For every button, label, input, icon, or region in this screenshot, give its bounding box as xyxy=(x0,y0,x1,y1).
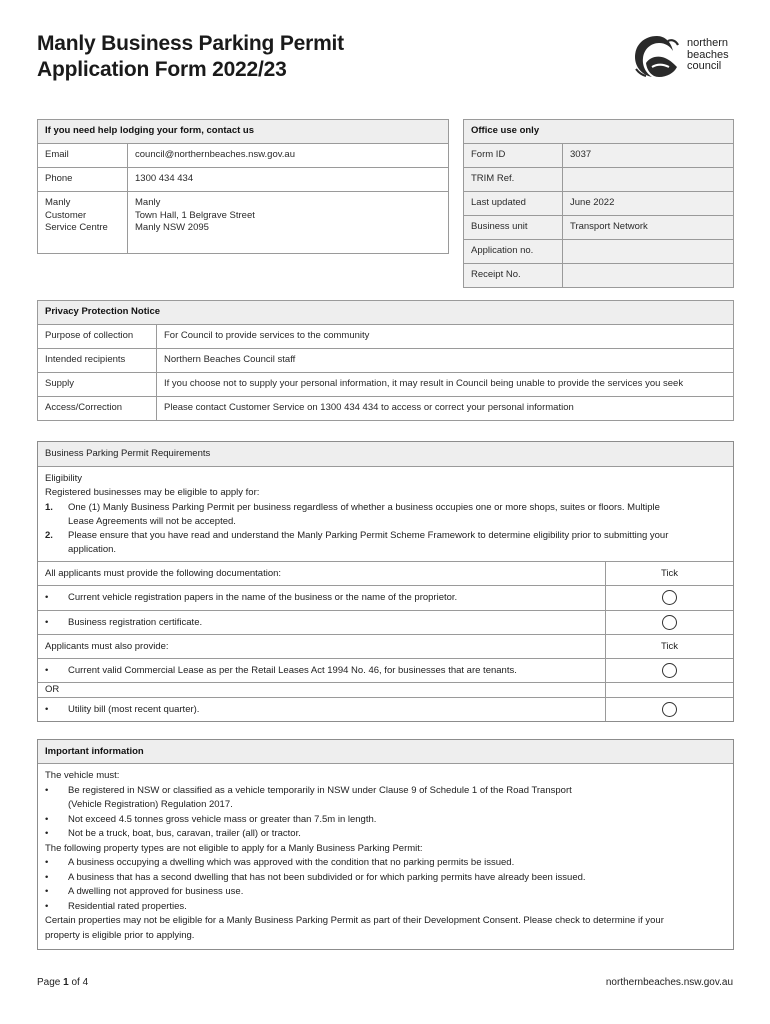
office-row-label: Last updated xyxy=(464,192,563,216)
customer-centre-address xyxy=(128,192,449,254)
tick-checkbox[interactable] xyxy=(662,702,677,717)
privacy-row-label: Intended recipients xyxy=(38,349,157,373)
doc-text-cell xyxy=(38,659,605,682)
closing-note-line: Certain properties may not be eligible for a Manly Business Parking Permit as part of their Development Consent. Please check to determine if your xyxy=(45,915,664,926)
footer-website: northernbeaches.nsw.gov.au xyxy=(605,977,733,988)
council-logo xyxy=(632,33,742,79)
list-item-text: application. xyxy=(68,544,117,556)
list-number: 2. xyxy=(45,530,53,542)
office-row-value: Transport Network xyxy=(563,216,734,240)
doc-text-cell xyxy=(38,611,605,634)
property-intro: The following property types are not eligible to apply for a Manly Business Parking Permit: xyxy=(45,842,423,854)
doc-text-cell xyxy=(38,586,605,610)
or-label: OR xyxy=(45,684,60,696)
requirements-section xyxy=(37,441,734,722)
phone-label: Phone xyxy=(38,168,128,192)
office-use-table xyxy=(463,119,734,288)
doc-text: Utility bill (most recent quarter). xyxy=(68,703,200,715)
centre-label-line: Service Centre xyxy=(45,222,108,233)
customer-centre-label xyxy=(38,192,128,254)
tick-cell xyxy=(605,586,733,610)
page-suffix: of 4 xyxy=(71,977,89,988)
vehicle-intro: The vehicle must: xyxy=(45,770,120,781)
office-row-value xyxy=(563,264,734,288)
vehicle-requirements-list xyxy=(45,784,726,842)
page-current: 1 xyxy=(63,977,69,988)
list-item-text: Please ensure that you have read and understand the Manly Parking Permit Scheme Framework to determine eligibility prior to submitting your xyxy=(68,530,669,542)
tick-checkbox[interactable] xyxy=(662,615,677,630)
office-row-label: Receipt No. xyxy=(464,264,563,288)
privacy-row-value: Please contact Customer Service on 1300 434 434 to access or correct your personal information xyxy=(157,397,734,421)
privacy-notice-table xyxy=(37,300,734,421)
privacy-row-label: Purpose of collection xyxy=(38,325,157,349)
office-row-value: 3037 xyxy=(563,144,734,168)
office-row-value xyxy=(563,240,734,264)
northern-beaches-council-logo-icon xyxy=(632,33,682,79)
list-item: • Not be a truck, boat, bus, caravan, trailer (all) or tractor. xyxy=(45,827,726,842)
tick-column-label: Tick xyxy=(605,562,733,585)
phone-value: 1300 434 434 xyxy=(128,168,449,192)
tick-cell xyxy=(605,698,733,721)
logo-line-1: northern xyxy=(687,37,728,49)
eligibility-title: Eligibility xyxy=(45,473,82,484)
office-row-label: TRIM Ref. xyxy=(464,168,563,192)
ineligible-properties-list xyxy=(45,856,726,914)
doc-text: Current vehicle registration papers in the name of the business or the name of the proprietor. xyxy=(68,592,458,604)
page-title xyxy=(37,31,344,83)
tick-column-label: Tick xyxy=(605,635,733,658)
centre-address-line: Manly NSW 2095 xyxy=(135,222,209,233)
tick-cell xyxy=(605,659,733,682)
doc-row-commercial-lease xyxy=(38,658,733,682)
list-item: • A dwelling not approved for business use. xyxy=(45,885,726,900)
email-value: council@northernbeaches.nsw.gov.au xyxy=(128,144,449,168)
list-item xyxy=(45,529,726,558)
doc-text-cell xyxy=(38,698,605,721)
all-applicants-heading: All applicants must provide the following documentation: xyxy=(45,567,282,579)
logo-wordmark xyxy=(687,38,729,73)
also-provide-header-row xyxy=(38,634,733,658)
bullet: • xyxy=(45,592,49,604)
privacy-heading: Privacy Protection Notice xyxy=(38,301,734,325)
requirements-heading: Business Parking Permit Requirements xyxy=(38,442,733,467)
centre-label-line: Manly xyxy=(45,197,71,208)
list-item: • Not exceed 4.5 tonnes gross vehicle mass or greater than 7.5m in length. xyxy=(45,813,726,828)
tick-checkbox[interactable] xyxy=(662,590,677,605)
office-row-label: Form ID xyxy=(464,144,563,168)
list-number: 1. xyxy=(45,501,53,513)
doc-row-business-registration xyxy=(38,610,733,634)
email-label: Email xyxy=(38,144,128,168)
doc-text: Current valid Commercial Lease as per the Retail Leases Act 1994 No. 46, for businesses that are tenants. xyxy=(68,664,517,676)
logo-line-2: beaches xyxy=(687,48,729,61)
list-item: • A business occupying a dwelling which was approved with the condition that no parking permits be issued. xyxy=(45,856,726,871)
tick-cell xyxy=(605,683,733,697)
eligibility-list xyxy=(45,501,726,558)
doc-row-vehicle-registration xyxy=(38,585,733,610)
page-prefix: Page xyxy=(37,977,61,988)
help-heading: If you need help lodging your form, contact us xyxy=(38,120,449,144)
bullet: • xyxy=(45,616,49,628)
all-applicants-header-row xyxy=(38,561,733,585)
list-item: • A business that has a second dwelling that has not been subdivided or for which parking permits have already been issued. xyxy=(45,871,726,886)
important-heading: Important information xyxy=(38,740,733,764)
tick-cell xyxy=(605,611,733,634)
doc-text: Business registration certificate. xyxy=(68,616,203,628)
tick-checkbox[interactable] xyxy=(662,663,677,678)
logo-line-3: council xyxy=(687,60,722,72)
doc-row-utility-bill xyxy=(38,697,733,721)
office-row-label: Business unit xyxy=(464,216,563,240)
office-row-label: Application no. xyxy=(464,240,563,264)
also-provide-heading: Applicants must also provide: xyxy=(45,640,169,652)
closing-note-line: property is eligible prior to applying. xyxy=(45,929,195,941)
page-number xyxy=(37,977,88,988)
privacy-row-value: If you choose not to supply your personal information, it may result in Council being unable to provide the services you seek xyxy=(157,373,734,397)
centre-address-line: Town Hall, 1 Belgrave Street xyxy=(135,209,255,221)
page-title-line-2: Application Form 2022/23 xyxy=(37,58,287,81)
privacy-row-value: For Council to provide services to the community xyxy=(157,325,734,349)
bullet: • xyxy=(45,703,49,715)
list-item-text: Lease Agreements will not be accepted. xyxy=(68,515,236,527)
centre-label-line: Customer xyxy=(45,209,87,221)
office-row-value: June 2022 xyxy=(563,192,734,216)
important-body xyxy=(38,764,733,949)
page-title-line-1: Manly Business Parking Permit xyxy=(37,32,344,55)
list-item-text: • Be registered in NSW or classified as a vehicle temporarily in NSW under Clause 9 of Schedule 1 of the Road Transport xyxy=(68,784,572,796)
centre-address-line: Manly xyxy=(135,197,161,208)
privacy-row-label: Supply xyxy=(38,373,157,397)
list-item xyxy=(45,501,726,530)
important-information-section xyxy=(37,739,734,950)
eligibility-block xyxy=(38,467,733,561)
list-item-text: (Vehicle Registration) Regulation 2017. xyxy=(68,799,233,810)
list-item xyxy=(45,784,726,813)
or-row xyxy=(38,682,733,697)
list-item: • Residential rated properties. xyxy=(45,900,726,915)
help-contact-table xyxy=(37,119,449,254)
privacy-row-value: Northern Beaches Council staff xyxy=(157,349,734,373)
office-heading: Office use only xyxy=(464,120,734,144)
bullet: • xyxy=(45,664,49,676)
list-item-text: One (1) Manly Business Parking Permit per business regardless of whether a business occupies one or more shops, suites or floors. Multiple xyxy=(68,501,660,513)
office-row-value xyxy=(563,168,734,192)
privacy-row-label: Access/Correction xyxy=(38,397,157,421)
eligibility-intro: Registered businesses may be eligible to apply for: xyxy=(45,487,260,499)
